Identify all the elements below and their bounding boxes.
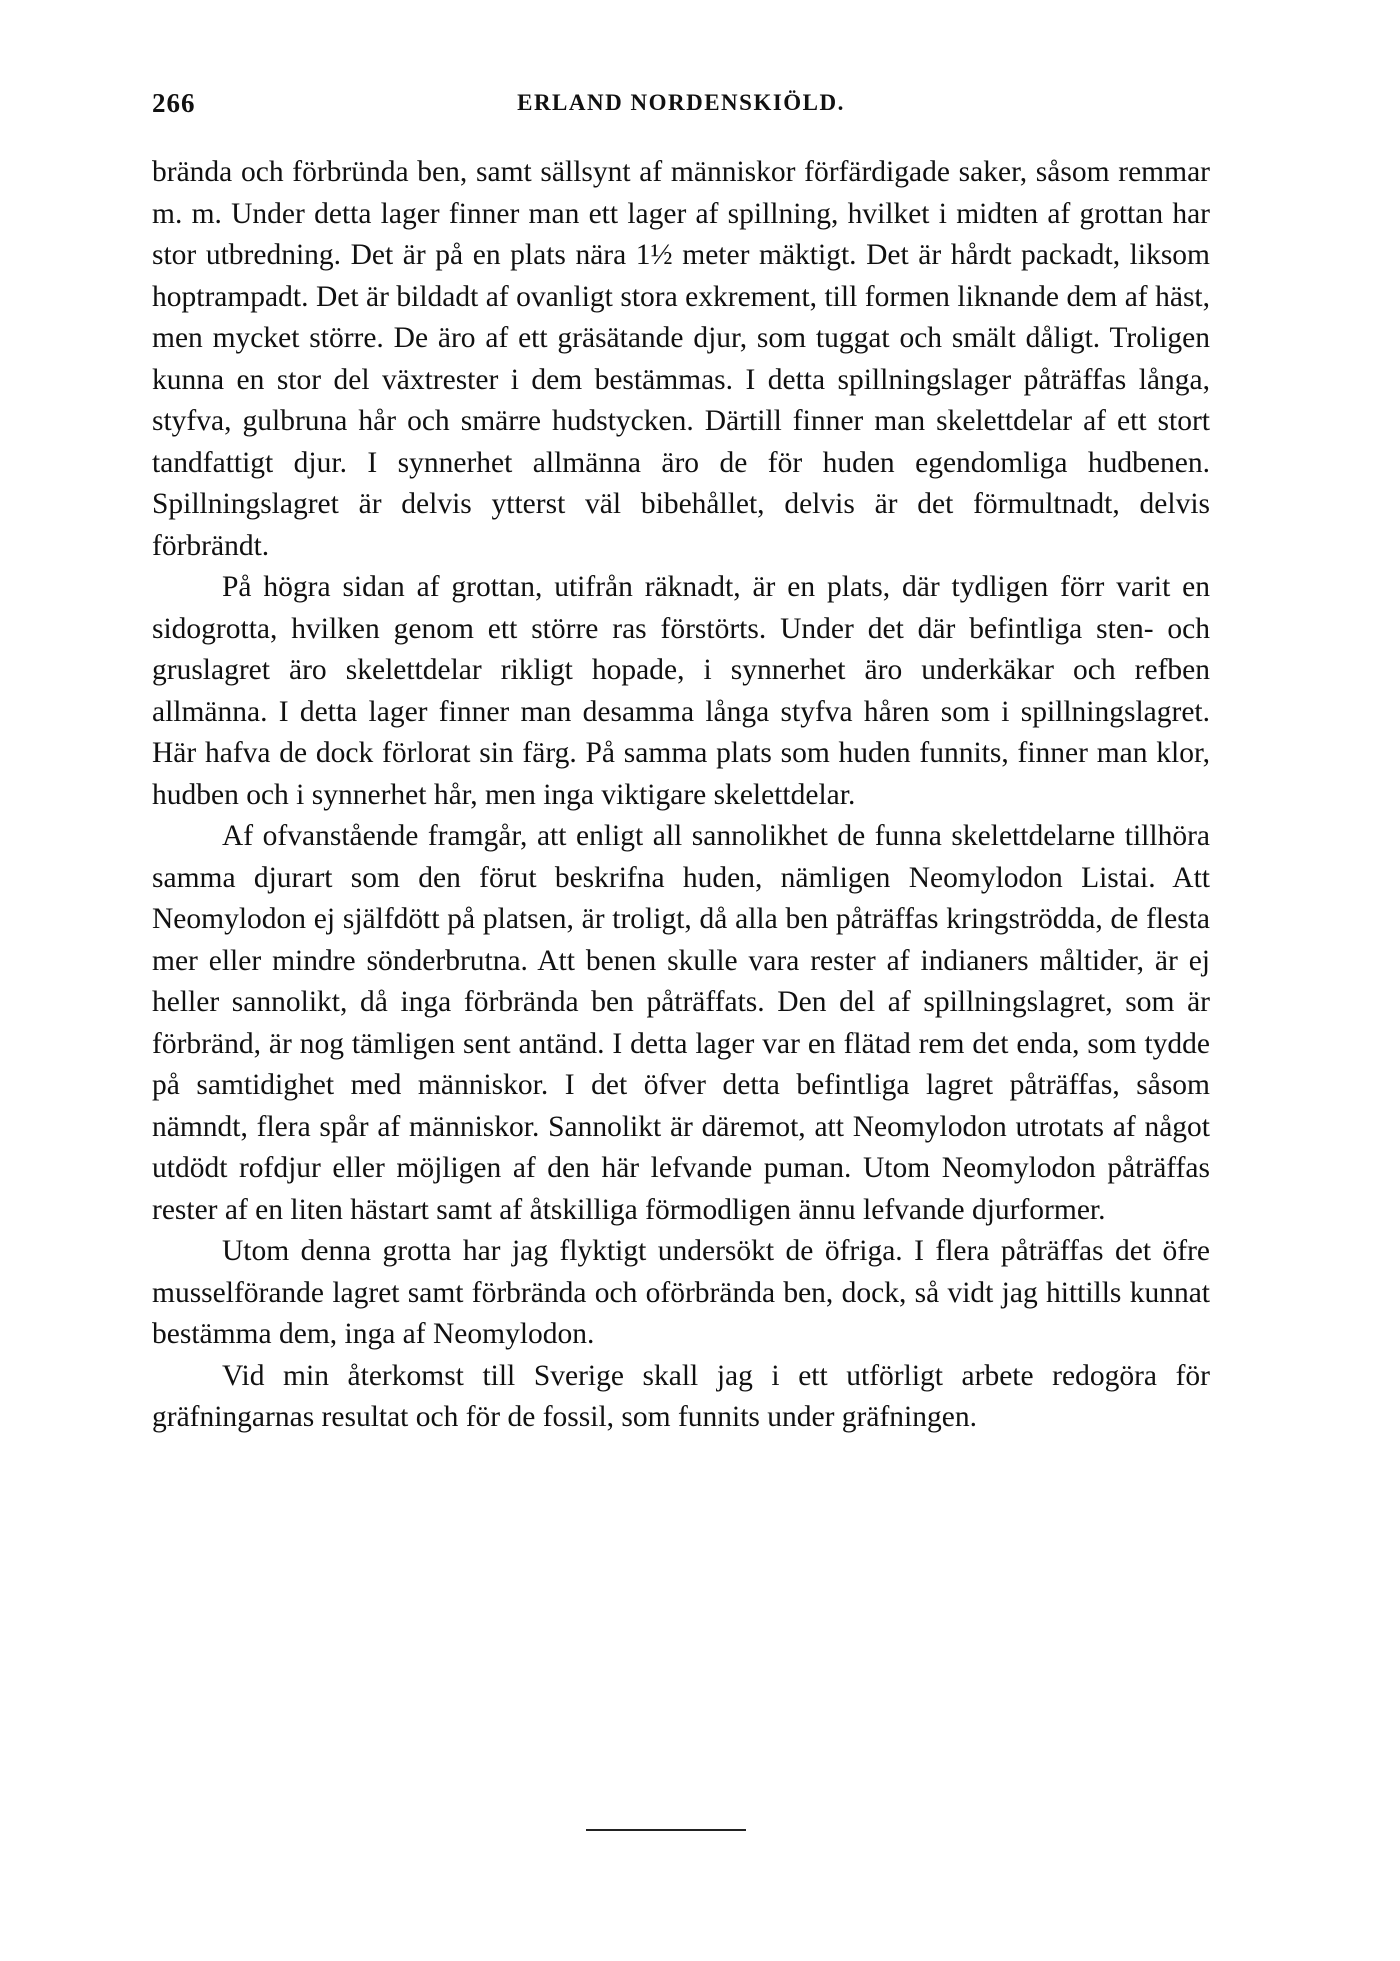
paragraph-continuation: brända och förbründa ben, samt sällsynt af människor förfärdigade saker, såsom remmar m. m. Under detta lager finner man ett lager af spillning, hvilket i midten af grottan har stor utbredning. Det är på en plats nära 1½ meter mäktigt. Det är hårdt packadt, liksom hoptrampadt. Det är bildadt af ovanligt stora exkrement, till formen liknande dem af häst, men mycket större. De äro af ett gräsätande djur, som tuggat och smält dåligt. Troligen kunna en stor del växtrester i dem bestämmas. I detta spillningslager påträffas långa, styfva, gulbruna hår och smärre hudstycken. Därtill finner man skelettdelar af ett stort tandfattigt djur. I synnerhet allmänna äro de för huden egendomliga hudbenen. Spillningslagret är delvis ytterst väl bibehållet, delvis är det förmultnadt, delvis förbrändt. [152, 156, 1210, 562]
paragraph-conclusion: Af ofvanstående framgår, att enligt all sannolikhet de funna skelettdelarne tillhöra samma djurart som den förut beskrifna huden, nämligen Neomylodon Listai. Att Neomylodon ej själfdött på platsen, är troligt, då alla ben påträffas kringströdda, de flesta mer eller mindre sönderbrutna. Att benen skulle vara rester af indianers måltider, är ej heller sannolikt, då inga förbrända ben påträffats. Den del af spillningslagret, som är förbränd, är nog tämligen sent antänd. I detta lager var en flätad rem det enda, som tydde på samtidighet med människor. I det öfver detta befintliga lagret påträffas, såsom nämndt, flera spår af människor. Sannolikt är däremot, att Neomylodon utrotats af något utdödt rofdjur eller möjligen af den här lefvande puman. Utom Neomylodon påträffas rester af en liten hästart samt af åtskilliga förmodligen ännu lefvande djurformer. [152, 820, 1210, 1226]
paragraph-return: Vid min återkomst till Sverige skall jag i ett utförligt arbete redogöra för gräfningarnas resultat och för de fossil, som funnits under gräfningen. [152, 1359, 1210, 1433]
page-number: 266 [152, 88, 196, 118]
paragraph-other-caves: Utom denna grotta har jag flyktigt undersökt de öfriga. I flera påträffas det öfre musselförande lagret samt förbrända och oförbrända ben, dock, så vidt jag hittills kunnat bestämma dem, inga af Neomylodon. [152, 1235, 1210, 1350]
page-header [152, 88, 1210, 128]
running-head: ERLAND NORDENSKIÖLD. [517, 90, 845, 115]
end-rule [586, 1829, 746, 1831]
body-text [152, 152, 1210, 1439]
paragraph-side-grotto: På högra sidan af grottan, utifrån räknadt, är en plats, där tydligen förr varit en sidogrotta, hvilken genom ett större ras förstörts. Under det där befintliga sten- och gruslagret äro skelettdelar rikligt hopade, i synnerhet äro underkäkar och refben allmänna. I detta lager finner man desamma långa styfva håren som i spillningslagret. Här hafva de dock förlorat sin färg. På samma plats som huden funnits, finner man klor, hudben och i synnerhet hår, men inga viktigare skelettdelar. [152, 571, 1210, 811]
